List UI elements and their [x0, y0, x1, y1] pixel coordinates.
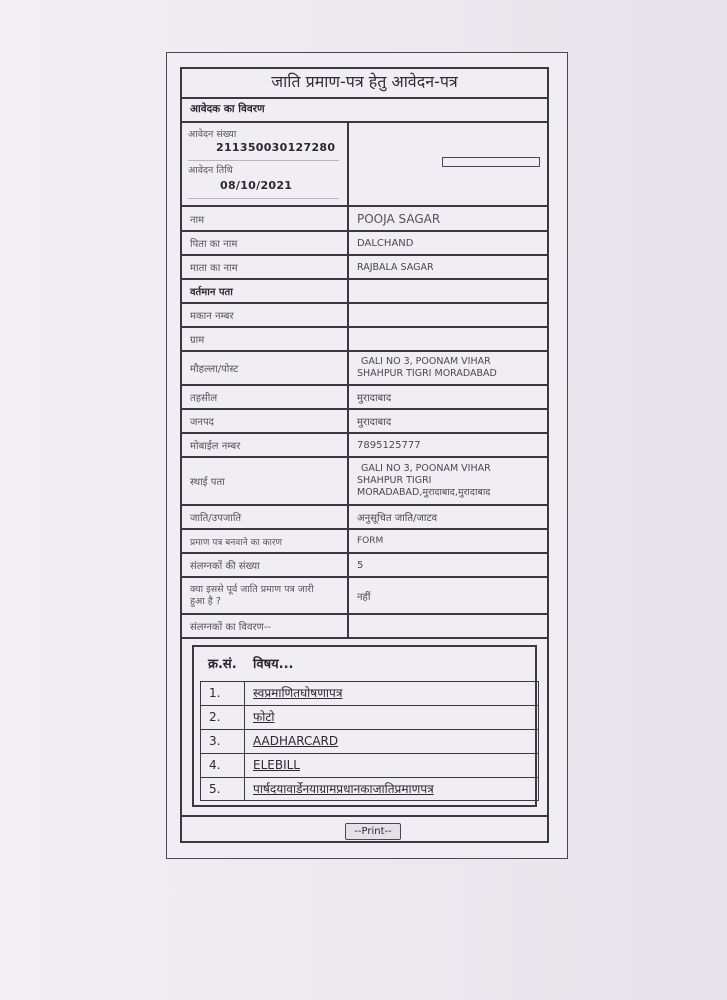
header-sno: क्र.सं. — [208, 657, 237, 672]
field-label: संलग्नकों की संख्या — [182, 554, 349, 576]
photo-placeholder — [442, 157, 540, 167]
field-label: प्रमाण पत्र बनवाने का कारण — [182, 530, 349, 552]
attachment-link[interactable]: स्वप्रमाणितघोषणापत्र — [245, 682, 539, 705]
application-date-label: आवेदन तिथि — [188, 165, 233, 176]
field-value — [349, 304, 547, 326]
field-row-attachment-details — [182, 615, 547, 639]
field-value: GALI NO 3, POONAM VIHAR SHAHPUR TIGRI MORADABAD,मुरादाबाद,मुरादाबाद — [357, 463, 491, 498]
application-info-cell — [182, 123, 349, 205]
attachment-link[interactable]: AADHARCARD — [245, 730, 539, 753]
attachment-link[interactable]: पार्षदयावार्डेनयाग्रामप्रधानकाजातिप्रमाणपत्र — [245, 778, 539, 800]
field-value — [349, 328, 547, 350]
field-row-village — [182, 328, 547, 352]
field-value: नहीं — [357, 591, 371, 603]
field-label: मौहल्ला/पोस्ट — [182, 352, 349, 384]
field-row-locality — [182, 352, 547, 386]
field-label: वर्तमान पता — [182, 280, 349, 302]
field-label: जनपद — [182, 410, 349, 432]
form-title-row — [182, 69, 547, 99]
field-label: ग्राम — [182, 328, 349, 350]
field-value: GALI NO 3, POONAM VIHAR SHAHPUR TIGRI MORADABAD — [357, 356, 497, 379]
field-label: जाति/उपजाति — [182, 506, 349, 528]
field-label: संलग्नकों का विवरण-- — [182, 615, 349, 637]
field-label: पिता का नाम — [182, 232, 349, 254]
field-row-attachment-count — [182, 554, 547, 578]
field-row-mother — [182, 256, 547, 280]
field-row-permanent-address — [182, 458, 547, 506]
application-number-label: आवेदन संख्या — [188, 129, 237, 140]
field-label: मकान नम्बर — [182, 304, 349, 326]
field-row-name — [182, 207, 547, 232]
attachment-sno: 4. — [200, 754, 245, 777]
field-label: मोबाईल नम्बर — [182, 434, 349, 456]
field-row-district — [182, 410, 547, 434]
attachment-sno: 1. — [200, 682, 245, 705]
attachment-link[interactable]: ELEBILL — [245, 754, 539, 777]
field-row-mobile — [182, 434, 547, 458]
attachment-sno: 3. — [200, 730, 245, 753]
field-label: तहसील — [182, 386, 349, 408]
table-row — [200, 777, 539, 801]
field-row-tehsil — [182, 386, 547, 410]
field-label: नाम — [182, 207, 349, 230]
field-row-father — [182, 232, 547, 256]
field-value: मुरादाबाद — [357, 393, 392, 404]
caste-certificate-application-form — [180, 67, 549, 843]
field-value: RAJBALA SAGAR — [357, 261, 434, 273]
field-value: POOJA SAGAR — [357, 211, 441, 226]
header-subject: विषय... — [253, 657, 294, 672]
field-value — [349, 280, 547, 302]
table-row — [200, 681, 539, 705]
field-label: माता का नाम — [182, 256, 349, 278]
application-info-row — [182, 123, 547, 207]
field-row-house-number — [182, 304, 547, 328]
print-row — [182, 817, 547, 843]
table-row — [200, 705, 539, 729]
field-row-reason — [182, 530, 547, 554]
field-value: 7895125777 — [357, 439, 421, 451]
form-title: जाति प्रमाण-पत्र हेतु आवेदन-पत्र — [271, 72, 458, 91]
print-button[interactable]: --Print-- — [345, 823, 401, 840]
field-row-caste — [182, 506, 547, 530]
table-row — [200, 729, 539, 753]
field-label: क्या इससे पूर्व जाति प्रमाण पत्र जारी हुआ है ? — [182, 578, 349, 613]
table-row — [200, 753, 539, 777]
application-number: 211350030127280 — [216, 141, 336, 154]
attachment-sno: 2. — [200, 706, 245, 729]
applicant-section-heading: आवेदक का विवरण — [190, 103, 265, 115]
field-value: FORM — [357, 536, 384, 546]
field-value — [349, 615, 547, 637]
attachments-table-row — [182, 639, 547, 817]
attachments-table — [192, 645, 537, 807]
field-row-current-address — [182, 280, 547, 304]
applicant-section-row — [182, 99, 547, 123]
field-value: अनुसूचित जाति/जाटव — [357, 513, 438, 524]
attachment-sno: 5. — [200, 778, 245, 800]
field-label: स्थाई पता — [182, 458, 349, 504]
field-value: DALCHAND — [357, 237, 414, 249]
field-value: मुरादाबाद — [357, 417, 392, 428]
attachment-link[interactable]: फोटो — [245, 706, 539, 729]
photo-cell — [349, 123, 547, 205]
field-row-previous-certificate — [182, 578, 547, 615]
attachments-header — [200, 653, 539, 677]
application-date: 08/10/2021 — [220, 179, 293, 192]
field-value: 5 — [357, 559, 364, 571]
